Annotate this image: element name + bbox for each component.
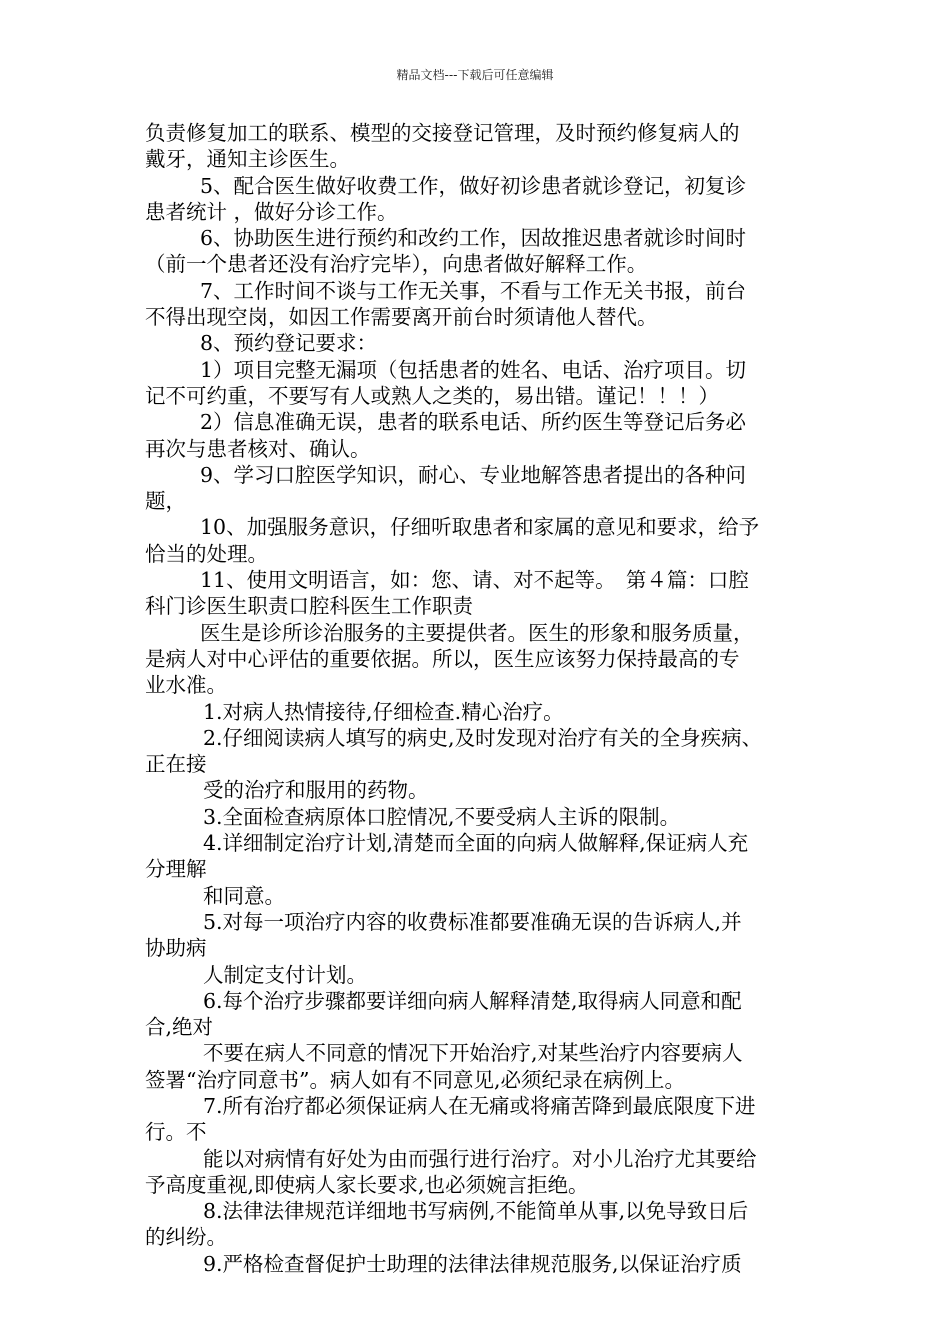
text-line: 6、协助医生进行预约和改约工作，因故推迟患者就诊时间时 — [200, 226, 747, 251]
text-line: 签署“治疗同意书”。病人如有不同意见,必须纪录在病例上。 — [145, 1067, 685, 1092]
text-line: 业水准。 — [145, 673, 227, 698]
text-line: 5.对每一项治疗内容的收费标准都要准确无误的告诉病人,并 — [203, 909, 742, 934]
text-line: 能以对病情有好处为由而强行进行治疗。对小儿治疗尤其要给 — [203, 1146, 757, 1171]
text-line: 1.对病人热情接待,仔细检查.精心治疗。 — [203, 699, 564, 724]
text-line: 2.仔细阅读病人填写的病史,及时发现对治疗有关的全身疾病、 — [203, 725, 763, 750]
document-body — [145, 120, 810, 1277]
text-line: 不得出现空岗，如因工作需要离开前台时须请他人替代。 — [145, 305, 658, 330]
text-line: 患者统计 ，做好分诊工作。 — [145, 199, 398, 224]
text-line: （前一个患者还没有治疗完毕），向患者做好解释工作。 — [145, 252, 648, 277]
text-line: 1）项目完整无漏项（包括患者的姓名、电话、治疗项目。切 — [200, 357, 747, 382]
text-line: 予高度重视,即使病人家长要求,也必须婉言拒绝。 — [145, 1172, 589, 1197]
text-line: 行。不 — [145, 1120, 207, 1145]
text-line: 10、加强服务意识，仔细听取患者和家属的意见和要求，给予 — [200, 515, 760, 540]
text-line: 再次与患者核对、确认。 — [145, 436, 371, 461]
text-line: 4.详细制定治疗计划,清楚而全面的向病人做解释,保证病人充 — [203, 831, 749, 856]
text-line: 受的治疗和服用的药物。 — [203, 778, 429, 803]
text-line: 5、配合医生做好收费工作，做好初诊患者就诊登记，初复诊 — [200, 173, 747, 198]
text-line: 9.严格检查督促护士助理的法律法律规范服务,以保证治疗质 — [203, 1251, 742, 1276]
text-line: 记不可约重，不要写有人或熟人之类的，易出错。谨记！！！） — [145, 383, 719, 408]
text-line: 6.每个治疗步骤都要详细向病人解释清楚,取得病人同意和配 — [203, 988, 742, 1013]
text-line: 是病人对中心评估的重要依据。所以，医生应该努力保持最高的专 — [145, 646, 740, 671]
text-line: 分理解 — [145, 857, 207, 882]
text-line: 人制定支付计划。 — [203, 962, 367, 987]
text-line: 协助病 — [145, 936, 207, 961]
text-line: 11、使用文明语言，如：您、请、对不起等。 第４篇：口腔 — [200, 568, 749, 593]
text-line: 戴牙，通知主诊医生。 — [145, 147, 350, 172]
text-line: 7、工作时间不谈与工作无关事，不看与工作无关书报，前台 — [200, 278, 747, 303]
text-line: 负责修复加工的联系、模型的交接登记管理，及时预约修复病人的 — [145, 121, 740, 145]
text-line: 医生是诊所诊治服务的主要提供者。医生的形象和服务质量， — [200, 620, 754, 645]
text-line: 正在接 — [145, 752, 207, 777]
text-line: 合,绝对 — [145, 1015, 214, 1040]
text-line: 9、学习口腔医学知识，耐心、专业地解答患者提出的各种问 — [200, 462, 747, 487]
text-line: 恰当的处理。 — [145, 541, 268, 566]
text-line: 的纠纷。 — [145, 1225, 227, 1250]
text-line: 8、预约登记要求： — [200, 331, 378, 356]
text-line: 3.全面检查病原体口腔情况,不要受病人主诉的限制。 — [203, 804, 681, 829]
text-line: 题， — [145, 489, 186, 514]
text-line: 和同意。 — [203, 883, 285, 908]
text-line: 科门诊医生职责口腔科医生工作职责 — [145, 594, 473, 619]
text-line: 2）信息准确无误，患者的联系电话、所约医生等登记后务必 — [200, 410, 747, 435]
text-line: 7.所有治疗都必须保证病人在无痛或将痛苦降到最底限度下进 — [203, 1093, 756, 1118]
text-line: 8.法律法律规范详细地书写病例,不能简单从事,以免导致日后 — [203, 1199, 749, 1224]
page-header: 精品文档---下载后可任意编辑 — [396, 68, 554, 82]
text-line: 不要在病人不同意的情况下开始治疗,对某些治疗内容要病人 — [203, 1041, 743, 1066]
